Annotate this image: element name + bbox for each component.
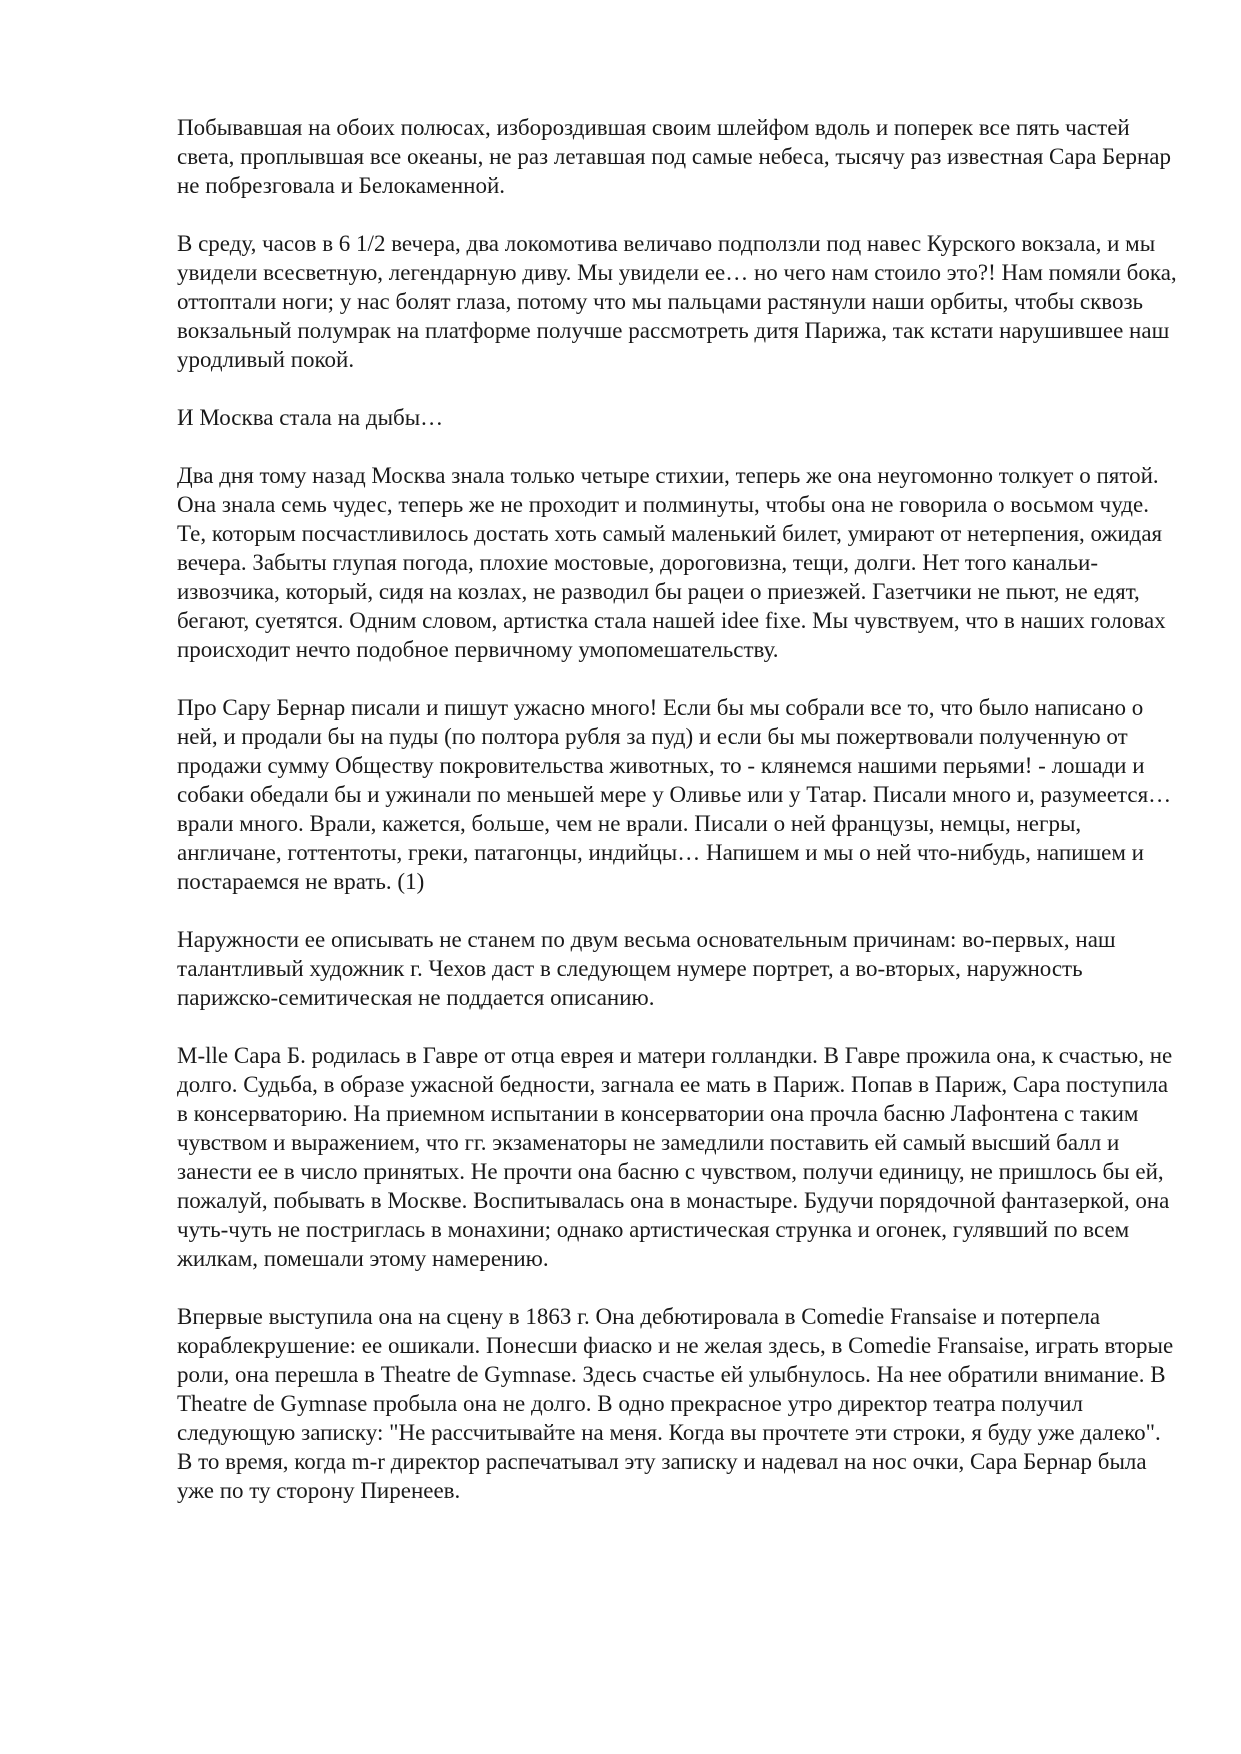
paragraph-2: В среду, часов в 6 1/2 вечера, два локомотива величаво подползли под навес Курского вокзала, и мы увидели всесветную, легендарную диву. Мы увидели ее… но чего нам стоило это?! Нам помяли бока, оттоптали ноги; у нас болят глаза, потому что мы пальцами растянули наши орбиты, чтобы сквозь вокзальный полумрак на платформе получше рассмотреть дитя Парижа, так кстати нарушившее наш уродливый покой.	[177, 231, 1177, 372]
paragraph-5: Про Сару Бернар писали и пишут ужасно много! Если бы мы собрали все то, что было написано о ней, и продали бы на пуды (по полтора рубля за пуд) и если бы мы пожертвовали полученную от продажи сумму Обществу покровительства животных, то - клянемся нашими перьями! - лошади и собаки обедали бы и ужинали по меньшей мере у Оливье или у Татар. Писали много и, разумеется… врали много. Врали, кажется, больше, чем не врали. Писали о ней французы, немцы, негры, англичане, готтентоты, греки, патагонцы, индийцы… Напишем и мы о ней что-нибудь, напишем и постараемся не врать. (1)	[177, 695, 1172, 894]
paragraph-8: Впервые выступила она на сцену в 1863 г. Она дебютировала в Comedie Fransaise и потерпела кораблекрушение: ее ошикали. Понесши фиаско и не желая здесь, в Comedie Fransaise, играть вторые роли, она перешла в Theatre de Gymnase. Здесь счастье ей улыбнулось. На нее обратили внимание. В Theatre de Gymnase пробыла она не долго. В одно прекрасное утро директор театра получил следующую записку: "Не рассчитывайте на меня. Когда вы прочтете эти строки, я буду уже далеко". В то время, когда m-r директор распечатывал эту записку и надевал на нос очки, Сара Бернар была уже по ту сторону Пиренеев.	[177, 1304, 1174, 1503]
paragraph-7: M-lle Сара Б. родилась в Гавре от отца еврея и матери голландки. В Гавре прожила она, к счастью, не долго. Судьба, в образе ужасной бедности, загнала ее мать в Париж. Попав в Париж, Сара поступила в консерваторию. На приемном испытании в консерватории она прочла басню Лафонтена с таким чувством и выражением, что гг. экзаменаторы не замедлили поставить ей самый высший балл и занести ее в число принятых. Не прочти она басню с чувством, получи единицу, не пришлось бы ей, пожалуй, побывать в Москве. Воспитывалась она в монастыре. Будучи порядочной фантазеркой, она чуть-чуть не постриглась в монахини; однако артистическая струнка и огонек, гулявший по всем жилкам, помешали этому намерению.	[177, 1043, 1173, 1271]
paragraph-1: Побывавшая на обоих полюсах, избороздившая своим шлейфом вдоль и поперек все пять частей света, проплывшая все океаны, не раз летавшая под самые небеса, тысячу раз известная Сара Бернар не побрезговала и Белокаменной.	[177, 115, 1171, 198]
document-body	[177, 113, 1177, 1505]
paragraph-6: Наружности ее описывать не станем по двум весьма основательным причинам: во-первых, наш талантливый художник г. Чехов даст в следующем нумере портрет, а во-вторых, наружность парижско-семитическая не поддается описанию.	[177, 927, 1116, 1010]
paragraph-4: Два дня тому назад Москва знала только четыре стихии, теперь же она неугомонно толкует о пятой. Она знала семь чудес, теперь же не проходит и полминуты, чтобы она не говорила о восьмом чуде. Те, которым посчастливилось достать хоть самый маленький билет, умирают от нетерпения, ожидая вечера. Забыты глупая погода, плохие мостовые, дороговизна, тещи, долги. Нет того канальи-извозчика, который, сидя на козлах, не разводил бы рацеи о приезжей. Газетчики не пьют, не едят, бегают, суетятся. Одним словом, артистка стала нашей idee fixe. Мы чувствуем, что в наших головах происходит нечто подобное первичному умопомешательству.	[177, 463, 1166, 662]
paragraph-3: И Москва стала на дыбы…	[177, 405, 444, 430]
